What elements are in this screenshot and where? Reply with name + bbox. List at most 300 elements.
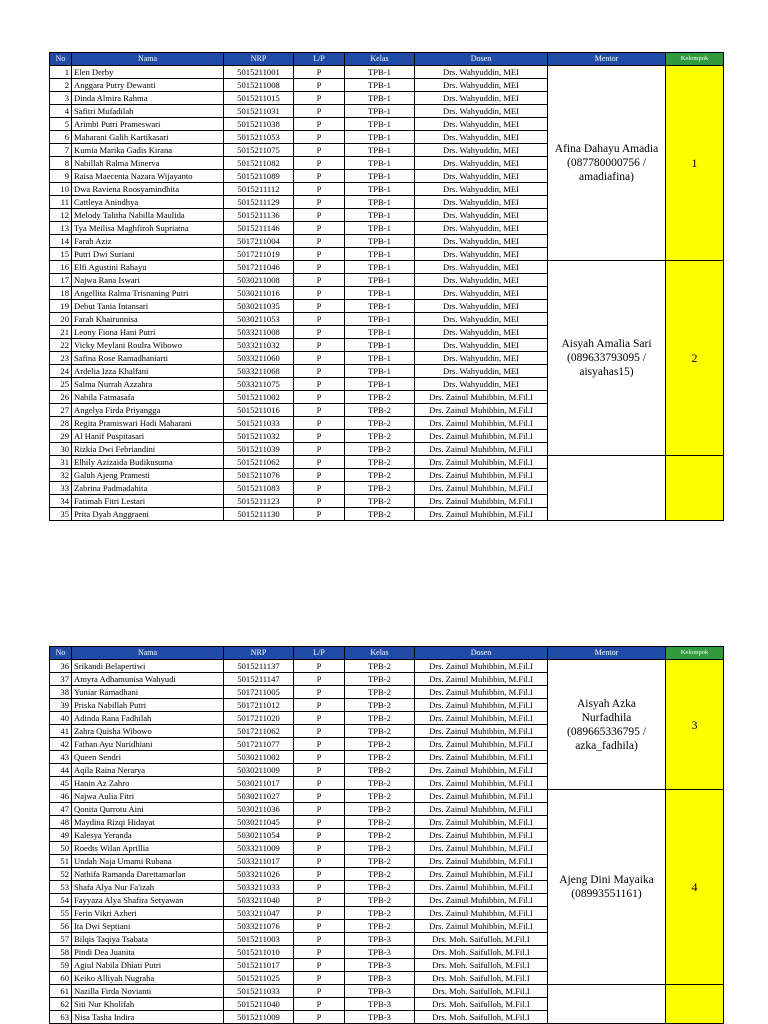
row-number: 47: [50, 803, 72, 816]
student-gender: P: [294, 300, 345, 313]
row-number: 52: [50, 868, 72, 881]
row-number: 48: [50, 816, 72, 829]
student-nrp: 5015211075: [224, 144, 294, 157]
lecturer-name: Drs. Zainul Muhibbin, M.Fil.I: [415, 417, 548, 430]
lecturer-name: Drs. Zainul Muhibbin, M.Fil.I: [415, 894, 548, 907]
student-class: TPB-2: [345, 482, 415, 495]
lecturer-name: Drs. Zainul Muhibbin, M.Fil.I: [415, 469, 548, 482]
student-nrp: 5030211008: [224, 274, 294, 287]
student-nrp: 5015211031: [224, 105, 294, 118]
row-number: 12: [50, 209, 72, 222]
student-class: TPB-2: [345, 816, 415, 829]
student-class: TPB-1: [345, 183, 415, 196]
student-gender: P: [294, 998, 345, 1011]
lecturer-name: Drs. Zainul Muhibbin, M.Fil.I: [415, 907, 548, 920]
student-class: TPB-2: [345, 469, 415, 482]
student-class: TPB-1: [345, 352, 415, 365]
row-number: 20: [50, 313, 72, 326]
row-number: 21: [50, 326, 72, 339]
row-number: 39: [50, 699, 72, 712]
group-number-cell: 1: [666, 66, 724, 261]
student-nrp: 5015211053: [224, 131, 294, 144]
student-class: TPB-1: [345, 326, 415, 339]
lecturer-name: Drs. Zainul Muhibbin, M.Fil.I: [415, 738, 548, 751]
student-name: Putri Dwi Suriani: [72, 248, 224, 261]
student-gender: P: [294, 144, 345, 157]
lecturer-name: Drs. Zainul Muhibbin, M.Fil.I: [415, 790, 548, 803]
student-name: Nathifa Ramanda Darettamarlan: [72, 868, 224, 881]
student-name: Elen Derby: [72, 66, 224, 79]
student-gender: P: [294, 235, 345, 248]
header-dosen: Dosen: [415, 53, 548, 66]
student-nrp: 5017211062: [224, 725, 294, 738]
student-class: TPB-1: [345, 196, 415, 209]
student-class: TPB-1: [345, 248, 415, 261]
student-gender: P: [294, 365, 345, 378]
row-number: 57: [50, 933, 72, 946]
student-name: Shafa Alya Nur Fa'izah: [72, 881, 224, 894]
student-nrp: 5015211017: [224, 959, 294, 972]
student-name: Safitri Mufadilah: [72, 105, 224, 118]
table-row: [50, 660, 724, 673]
row-number: 42: [50, 738, 72, 751]
row-number: 51: [50, 855, 72, 868]
student-nrp: 5015211083: [224, 482, 294, 495]
lecturer-name: Drs. Wahyuddin, MEI: [415, 196, 548, 209]
student-gender: P: [294, 855, 345, 868]
student-gender: P: [294, 326, 345, 339]
student-gender: P: [294, 894, 345, 907]
group-number-cell: [666, 985, 724, 1024]
row-number: 54: [50, 894, 72, 907]
group-number-cell: 4: [666, 790, 724, 985]
student-nrp: 5015211008: [224, 79, 294, 92]
lecturer-name: Drs. Wahyuddin, MEI: [415, 287, 548, 300]
student-nrp: 5033211068: [224, 365, 294, 378]
group-number-cell: 3: [666, 660, 724, 790]
table-row: [50, 790, 724, 803]
student-gender: P: [294, 712, 345, 725]
student-name: Aqila Raina Nerarya: [72, 764, 224, 777]
header-dosen: Dosen: [415, 647, 548, 660]
student-name: Salma Nurrah Azzahra: [72, 378, 224, 391]
lecturer-name: Drs. Zainul Muhibbin, M.Fil.I: [415, 686, 548, 699]
student-name: Zabrina Padmadahita: [72, 482, 224, 495]
student-gender: P: [294, 456, 345, 469]
student-class: TPB-2: [345, 829, 415, 842]
student-class: TPB-2: [345, 855, 415, 868]
row-number: 27: [50, 404, 72, 417]
student-nrp: 5030211009: [224, 764, 294, 777]
student-nrp: 5030211035: [224, 300, 294, 313]
row-number: 50: [50, 842, 72, 855]
row-number: 61: [50, 985, 72, 998]
student-nrp: 5017211020: [224, 712, 294, 725]
row-number: 31: [50, 456, 72, 469]
student-nrp: 5033211008: [224, 326, 294, 339]
lecturer-name: Drs. Wahyuddin, MEI: [415, 352, 548, 365]
student-gender: P: [294, 495, 345, 508]
student-table-1: [49, 52, 724, 521]
student-gender: P: [294, 79, 345, 92]
student-gender: P: [294, 777, 345, 790]
row-number: 40: [50, 712, 72, 725]
student-gender: P: [294, 803, 345, 816]
student-nrp: 5033211026: [224, 868, 294, 881]
lecturer-name: Drs. Wahyuddin, MEI: [415, 378, 548, 391]
lecturer-name: Drs. Zainul Muhibbin, M.Fil.I: [415, 495, 548, 508]
lecturer-name: Drs. Moh. Saifulloh, M.Fil.I: [415, 933, 548, 946]
student-name: Hanin Az Zahro: [72, 777, 224, 790]
student-nrp: 5015211009: [224, 1011, 294, 1024]
student-class: TPB-2: [345, 751, 415, 764]
student-class: TPB-2: [345, 699, 415, 712]
lecturer-name: Drs. Wahyuddin, MEI: [415, 183, 548, 196]
student-nrp: 5015211001: [224, 66, 294, 79]
student-class: TPB-2: [345, 790, 415, 803]
lecturer-name: Drs. Wahyuddin, MEI: [415, 92, 548, 105]
lecturer-name: Drs. Wahyuddin, MEI: [415, 105, 548, 118]
student-nrp: 5015211112: [224, 183, 294, 196]
lecturer-name: Drs. Zainul Muhibbin, M.Fil.I: [415, 920, 548, 933]
student-nrp: 5015211015: [224, 92, 294, 105]
row-number: 62: [50, 998, 72, 1011]
student-class: TPB-2: [345, 725, 415, 738]
student-name: Anggara Putry Dewanti: [72, 79, 224, 92]
row-number: 6: [50, 131, 72, 144]
student-class: TPB-2: [345, 391, 415, 404]
student-gender: P: [294, 131, 345, 144]
student-name: Al Hanif Puspitasari: [72, 430, 224, 443]
lecturer-name: Drs. Zainul Muhibbin, M.Fil.I: [415, 660, 548, 673]
lecturer-name: Drs. Wahyuddin, MEI: [415, 248, 548, 261]
student-gender: P: [294, 959, 345, 972]
header-no: No: [50, 53, 72, 66]
row-number: 35: [50, 508, 72, 521]
student-class: TPB-3: [345, 959, 415, 972]
student-class: TPB-3: [345, 985, 415, 998]
student-class: TPB-2: [345, 907, 415, 920]
lecturer-name: Drs. Zainul Muhibbin, M.Fil.I: [415, 508, 548, 521]
row-number: 5: [50, 118, 72, 131]
lecturer-name: Drs. Moh. Saifulloh, M.Fil.I: [415, 972, 548, 985]
lecturer-name: Drs. Zainul Muhibbin, M.Fil.I: [415, 391, 548, 404]
lecturer-name: Drs. Zainul Muhibbin, M.Fil.I: [415, 456, 548, 469]
student-name: Angelya Firda Priyangga: [72, 404, 224, 417]
row-number: 43: [50, 751, 72, 764]
table-row: [50, 985, 724, 998]
lecturer-name: Drs. Moh. Saifulloh, M.Fil.I: [415, 959, 548, 972]
student-nrp: 5017211077: [224, 738, 294, 751]
row-number: 18: [50, 287, 72, 300]
header-kelompok: Kelompok: [666, 53, 724, 66]
student-class: TPB-2: [345, 404, 415, 417]
lecturer-name: Drs. Wahyuddin, MEI: [415, 326, 548, 339]
student-gender: P: [294, 222, 345, 235]
student-nrp: 5030211053: [224, 313, 294, 326]
student-name: Prita Dyah Anggraeni: [72, 508, 224, 521]
lecturer-name: Drs. Wahyuddin, MEI: [415, 274, 548, 287]
student-name: Elfi Agustini Rahayu: [72, 261, 224, 274]
header-row: [50, 647, 724, 660]
student-gender: P: [294, 829, 345, 842]
student-gender: P: [294, 686, 345, 699]
student-name: Rizkia Dwi Febriandini: [72, 443, 224, 456]
student-nrp: 5015211002: [224, 391, 294, 404]
student-nrp: 5030211054: [224, 829, 294, 842]
lecturer-name: Drs. Wahyuddin, MEI: [415, 222, 548, 235]
student-class: TPB-2: [345, 712, 415, 725]
row-number: 28: [50, 417, 72, 430]
student-class: TPB-1: [345, 274, 415, 287]
student-class: TPB-2: [345, 803, 415, 816]
mentor-cell: Aisyah Amalia Sari (089633793095 / aisyahas15): [548, 261, 666, 456]
student-nrp: 5033211033: [224, 881, 294, 894]
student-name: Nabillah Ralma Minerva: [72, 157, 224, 170]
student-nrp: 5017211046: [224, 261, 294, 274]
student-class: TPB-2: [345, 894, 415, 907]
student-gender: P: [294, 339, 345, 352]
lecturer-name: Drs. Zainul Muhibbin, M.Fil.I: [415, 881, 548, 894]
student-class: TPB-1: [345, 339, 415, 352]
row-number: 3: [50, 92, 72, 105]
student-gender: P: [294, 469, 345, 482]
student-name: Ita Dwi Septiani: [72, 920, 224, 933]
student-gender: P: [294, 378, 345, 391]
row-number: 17: [50, 274, 72, 287]
student-name: Maharani Galih Kartikasari: [72, 131, 224, 144]
student-gender: P: [294, 443, 345, 456]
student-class: TPB-1: [345, 300, 415, 313]
student-class: TPB-3: [345, 998, 415, 1011]
lecturer-name: Drs. Zainul Muhibbin, M.Fil.I: [415, 725, 548, 738]
row-number: 53: [50, 881, 72, 894]
student-class: TPB-3: [345, 933, 415, 946]
lecturer-name: Drs. Zainul Muhibbin, M.Fil.I: [415, 712, 548, 725]
mentor-cell: Ajeng Dini Mayaika (08993551161): [548, 790, 666, 985]
lecturer-name: Drs. Zainul Muhibbin, M.Fil.I: [415, 816, 548, 829]
lecturer-name: Drs. Wahyuddin, MEI: [415, 66, 548, 79]
student-name: Agiul Nabila Dhiati Putri: [72, 959, 224, 972]
student-name: Farah Aziz: [72, 235, 224, 248]
table-row: [50, 66, 724, 79]
header-row: [50, 53, 724, 66]
student-class: TPB-1: [345, 144, 415, 157]
row-number: 9: [50, 170, 72, 183]
row-number: 1: [50, 66, 72, 79]
lecturer-name: Drs. Moh. Saifulloh, M.Fil.I: [415, 985, 548, 998]
student-name: Pindi Dea Juanita: [72, 946, 224, 959]
student-gender: P: [294, 985, 345, 998]
student-nrp: 5015211082: [224, 157, 294, 170]
student-gender: P: [294, 105, 345, 118]
student-name: Angellita Ralma Trisnaning Putri: [72, 287, 224, 300]
student-name: Elhily Azizaida Budikusuma: [72, 456, 224, 469]
row-number: 14: [50, 235, 72, 248]
student-class: TPB-1: [345, 170, 415, 183]
mentor-cell: [548, 985, 666, 1024]
header-mentor: Mentor: [548, 647, 666, 660]
student-nrp: 5015211130: [224, 508, 294, 521]
lecturer-name: Drs. Zainul Muhibbin, M.Fil.I: [415, 777, 548, 790]
student-name: Adinda Rana Fadhilah: [72, 712, 224, 725]
student-nrp: 5017211019: [224, 248, 294, 261]
student-name: Arimbi Putri Prameswari: [72, 118, 224, 131]
student-name: Dinda Almira Rahma: [72, 92, 224, 105]
student-gender: P: [294, 170, 345, 183]
lecturer-name: Drs. Wahyuddin, MEI: [415, 144, 548, 157]
student-name: Roedts Wilan Aprillia: [72, 842, 224, 855]
mentor-cell: [548, 456, 666, 521]
lecturer-name: Drs. Moh. Saifulloh, M.Fil.I: [415, 946, 548, 959]
student-class: TPB-2: [345, 842, 415, 855]
header-kelas: Kelas: [345, 53, 415, 66]
row-number: 46: [50, 790, 72, 803]
lecturer-name: Drs. Zainul Muhibbin, M.Fil.I: [415, 868, 548, 881]
student-gender: P: [294, 907, 345, 920]
student-name: Vicky Meylani Roulra Wibowo: [72, 339, 224, 352]
student-nrp: 5015211089: [224, 170, 294, 183]
student-nrp: 5030211016: [224, 287, 294, 300]
student-gender: P: [294, 404, 345, 417]
student-class: TPB-1: [345, 118, 415, 131]
student-gender: P: [294, 66, 345, 79]
student-name: Priska Nabillah Putri: [72, 699, 224, 712]
student-nrp: 5030211045: [224, 816, 294, 829]
lecturer-name: Drs. Wahyuddin, MEI: [415, 170, 548, 183]
student-gender: P: [294, 699, 345, 712]
group-number-cell: [666, 456, 724, 521]
student-nrp: 5017211012: [224, 699, 294, 712]
student-nrp: 5015211039: [224, 443, 294, 456]
student-nrp: 5033211009: [224, 842, 294, 855]
student-class: TPB-1: [345, 209, 415, 222]
student-gender: P: [294, 842, 345, 855]
student-name: Amyra Adhamunisa Wahyudi: [72, 673, 224, 686]
student-name: Galuh Ajeng Pramesti: [72, 469, 224, 482]
header-nama: Nama: [72, 53, 224, 66]
student-class: TPB-2: [345, 508, 415, 521]
row-number: 8: [50, 157, 72, 170]
row-number: 36: [50, 660, 72, 673]
row-number: 44: [50, 764, 72, 777]
student-class: TPB-1: [345, 105, 415, 118]
lecturer-name: Drs. Moh. Saifulloh, M.Fil.I: [415, 1011, 548, 1024]
student-nrp: 5033211040: [224, 894, 294, 907]
mentor-cell: Afina Dahayu Amadia (087780000756 / amadiafina): [548, 66, 666, 261]
lecturer-name: Drs. Zainul Muhibbin, M.Fil.I: [415, 842, 548, 855]
student-gender: P: [294, 946, 345, 959]
student-name: Bilqis Taqiya Tsabata: [72, 933, 224, 946]
row-number: 24: [50, 365, 72, 378]
student-name: Ardelia Izza Khalfani: [72, 365, 224, 378]
student-name: Maydina Rizqi Hidayat: [72, 816, 224, 829]
student-class: TPB-3: [345, 1011, 415, 1024]
student-class: TPB-2: [345, 868, 415, 881]
student-name: Raisa Maecenta Nazara Wijayanto: [72, 170, 224, 183]
student-class: TPB-1: [345, 365, 415, 378]
lecturer-name: Drs. Zainul Muhibbin, M.Fil.I: [415, 829, 548, 842]
row-number: 37: [50, 673, 72, 686]
student-nrp: 5030211027: [224, 790, 294, 803]
student-gender: P: [294, 482, 345, 495]
student-nrp: 5033211060: [224, 352, 294, 365]
student-name: Regita Pramiswari Hadi Maharani: [72, 417, 224, 430]
student-gender: P: [294, 313, 345, 326]
row-number: 13: [50, 222, 72, 235]
student-gender: P: [294, 209, 345, 222]
row-number: 30: [50, 443, 72, 456]
student-class: TPB-2: [345, 686, 415, 699]
student-nrp: 5033211076: [224, 920, 294, 933]
student-gender: P: [294, 1011, 345, 1024]
student-name: Najwa Rana Iswari: [72, 274, 224, 287]
student-nrp: 5033211032: [224, 339, 294, 352]
row-number: 32: [50, 469, 72, 482]
student-nrp: 5015211033: [224, 985, 294, 998]
lecturer-name: Drs. Wahyuddin, MEI: [415, 300, 548, 313]
student-nrp: 5015211003: [224, 933, 294, 946]
student-name: Leony Fiona Hani Putri: [72, 326, 224, 339]
table-row: [50, 456, 724, 469]
student-gender: P: [294, 157, 345, 170]
student-class: TPB-2: [345, 920, 415, 933]
student-name: Melody Talitha Nabilla Maulida: [72, 209, 224, 222]
header-kelas: Kelas: [345, 647, 415, 660]
student-name: Srikandi Belapertiwi: [72, 660, 224, 673]
student-gender: P: [294, 391, 345, 404]
student-nrp: 5015211038: [224, 118, 294, 131]
student-class: TPB-2: [345, 443, 415, 456]
student-gender: P: [294, 972, 345, 985]
student-name: Dwa Raviena Roosyamindhita: [72, 183, 224, 196]
row-number: 19: [50, 300, 72, 313]
student-name: Undah Naja Umami Rubana: [72, 855, 224, 868]
student-class: TPB-1: [345, 235, 415, 248]
student-class: TPB-2: [345, 430, 415, 443]
student-name: Fatimah Fitri Lestari: [72, 495, 224, 508]
row-number: 38: [50, 686, 72, 699]
student-name: Nisa Tasha Indira: [72, 1011, 224, 1024]
student-class: TPB-2: [345, 881, 415, 894]
student-nrp: 5015211062: [224, 456, 294, 469]
student-class: TPB-1: [345, 261, 415, 274]
student-name: Fayyaza Alya Shafira Setyawan: [72, 894, 224, 907]
student-gender: P: [294, 92, 345, 105]
student-class: TPB-1: [345, 287, 415, 300]
header-nrp: NRP: [224, 647, 294, 660]
student-name: Siti Nur Kholifah: [72, 998, 224, 1011]
student-class: TPB-1: [345, 66, 415, 79]
row-number: 55: [50, 907, 72, 920]
student-nrp: 5015211123: [224, 495, 294, 508]
mentor-cell: Aisyah Azka Nurfadhila (089665336795 / azka_fadhila): [548, 660, 666, 790]
student-gender: P: [294, 248, 345, 261]
student-nrp: 5015211136: [224, 209, 294, 222]
student-class: TPB-1: [345, 79, 415, 92]
student-name: Nabila Fatmasafa: [72, 391, 224, 404]
lecturer-name: Drs. Wahyuddin, MEI: [415, 339, 548, 352]
row-number: 41: [50, 725, 72, 738]
row-number: 58: [50, 946, 72, 959]
student-gender: P: [294, 660, 345, 673]
student-gender: P: [294, 790, 345, 803]
row-number: 34: [50, 495, 72, 508]
lecturer-name: Drs. Wahyuddin, MEI: [415, 235, 548, 248]
student-nrp: 5033211047: [224, 907, 294, 920]
student-gender: P: [294, 673, 345, 686]
row-number: 23: [50, 352, 72, 365]
